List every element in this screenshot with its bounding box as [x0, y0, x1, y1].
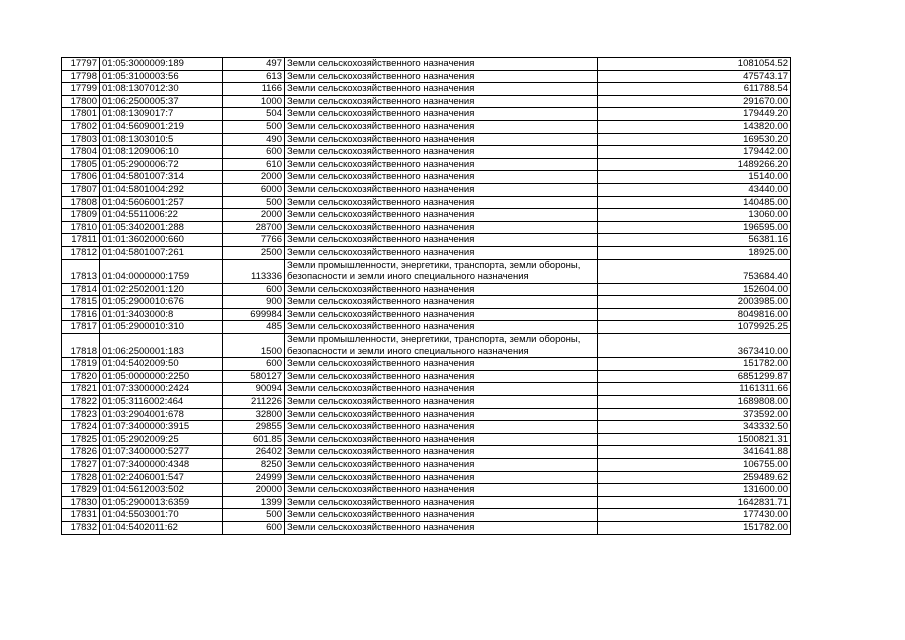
land-category-cell: Земли сельскохозяйственного назначения	[285, 370, 598, 383]
cadastral-number-cell: 01:04:5402009:50	[100, 358, 223, 371]
row-number-cell: 17820	[62, 370, 100, 383]
cadastral-number-cell: 01:05:2900010:310	[100, 321, 223, 334]
area-cell: 485	[223, 321, 285, 334]
cadastral-value-cell: 179442.00	[598, 146, 791, 159]
table-row	[62, 321, 791, 334]
cadastral-number-cell: 01:04:5609001:219	[100, 120, 223, 133]
land-category-cell: Земли сельскохозяйственного назначения	[285, 296, 598, 309]
cadastral-value-cell: 140485.00	[598, 196, 791, 209]
area-cell: 24999	[223, 471, 285, 484]
cadastral-number-cell: 01:07:3400000:4348	[100, 459, 223, 472]
table-row	[62, 433, 791, 446]
land-category-cell: Земли сельскохозяйственного назначения	[285, 484, 598, 497]
area-cell: 113336	[223, 259, 285, 283]
area-cell: 8250	[223, 459, 285, 472]
row-number-cell: 17806	[62, 171, 100, 184]
cadastral-number-cell: 01:07:3400000:3915	[100, 421, 223, 434]
table-row	[62, 120, 791, 133]
land-category-cell: Земли сельскохозяйственного назначения	[285, 146, 598, 159]
row-number-cell: 17810	[62, 221, 100, 234]
cadastral-value-cell: 1500821.31	[598, 433, 791, 446]
area-cell: 699984	[223, 308, 285, 321]
cadastral-number-cell: 01:05:3000009:189	[100, 58, 223, 71]
area-cell: 2000	[223, 209, 285, 222]
cadastral-number-cell: 01:05:3100003:56	[100, 70, 223, 83]
cadastral-number-cell: 01:04:5503001:70	[100, 509, 223, 522]
area-cell: 900	[223, 296, 285, 309]
cadastral-number-cell: 01:01:3403000:8	[100, 308, 223, 321]
land-category-cell: Земли сельскохозяйственного назначения	[285, 133, 598, 146]
table-row	[62, 70, 791, 83]
cadastral-number-cell: 01:04:5801007:314	[100, 171, 223, 184]
land-category-cell: Земли сельскохозяйственного назначения	[285, 108, 598, 121]
cadastral-value-cell: 151782.00	[598, 521, 791, 534]
land-category-cell: Земли сельскохозяйственного назначения	[285, 509, 598, 522]
land-category-cell: Земли сельскохозяйственного назначения	[285, 283, 598, 296]
row-number-cell: 17829	[62, 484, 100, 497]
cadastral-number-cell: 01:04:5402011:62	[100, 521, 223, 534]
row-number-cell: 17799	[62, 83, 100, 96]
table-row	[62, 509, 791, 522]
cadastral-value-cell: 343332.50	[598, 421, 791, 434]
area-cell: 500	[223, 196, 285, 209]
area-cell: 28700	[223, 221, 285, 234]
cadastral-value-cell: 196595.00	[598, 221, 791, 234]
table-row	[62, 209, 791, 222]
row-number-cell: 17818	[62, 334, 100, 358]
cadastral-value-cell: 8049816.00	[598, 308, 791, 321]
land-category-cell: Земли сельскохозяйственного назначения	[285, 196, 598, 209]
area-cell: 211226	[223, 396, 285, 409]
cadastral-number-cell: 01:08:1209006:10	[100, 146, 223, 159]
cadastral-value-cell: 13060.00	[598, 209, 791, 222]
row-number-cell: 17824	[62, 421, 100, 434]
land-category-cell: Земли сельскохозяйственного назначения	[285, 446, 598, 459]
land-category-cell: Земли сельскохозяйственного назначения	[285, 234, 598, 247]
row-number-cell: 17825	[62, 433, 100, 446]
table-row	[62, 146, 791, 159]
cadastral-value-cell: 18925.00	[598, 246, 791, 259]
land-category-cell: Земли сельскохозяйственного назначения	[285, 95, 598, 108]
cadastral-number-cell: 01:08:1307012:30	[100, 83, 223, 96]
row-number-cell: 17822	[62, 396, 100, 409]
table-row	[62, 459, 791, 472]
table-row	[62, 95, 791, 108]
cadastral-number-cell: 01:05:0000000:2250	[100, 370, 223, 383]
table-row	[62, 421, 791, 434]
area-cell: 613	[223, 70, 285, 83]
area-cell: 580127	[223, 370, 285, 383]
row-number-cell: 17798	[62, 70, 100, 83]
land-category-cell: Земли сельскохозяйственного назначения	[285, 396, 598, 409]
land-category-cell: Земли сельскохозяйственного назначения	[285, 171, 598, 184]
table-row	[62, 259, 791, 283]
table-row	[62, 383, 791, 396]
row-number-cell: 17807	[62, 183, 100, 196]
land-plots-table	[61, 57, 791, 535]
area-cell: 2000	[223, 171, 285, 184]
table-row	[62, 283, 791, 296]
cadastral-value-cell: 373592.00	[598, 408, 791, 421]
cadastral-value-cell: 177430.00	[598, 509, 791, 522]
row-number-cell: 17830	[62, 496, 100, 509]
cadastral-number-cell: 01:08:1309017:7	[100, 108, 223, 121]
area-cell: 500	[223, 120, 285, 133]
table-row	[62, 221, 791, 234]
cadastral-number-cell: 01:06:2500001:183	[100, 334, 223, 358]
row-number-cell: 17802	[62, 120, 100, 133]
cadastral-number-cell: 01:04:5801004:292	[100, 183, 223, 196]
area-cell: 32800	[223, 408, 285, 421]
land-category-cell: Земли сельскохозяйственного назначения	[285, 120, 598, 133]
land-category-cell: Земли сельскохозяйственного назначения	[285, 308, 598, 321]
cadastral-value-cell: 179449.20	[598, 108, 791, 121]
cadastral-value-cell: 753684.40	[598, 259, 791, 283]
area-cell: 504	[223, 108, 285, 121]
row-number-cell: 17811	[62, 234, 100, 247]
row-number-cell: 17813	[62, 259, 100, 283]
row-number-cell: 17800	[62, 95, 100, 108]
row-number-cell: 17815	[62, 296, 100, 309]
row-number-cell: 17817	[62, 321, 100, 334]
area-cell: 90094	[223, 383, 285, 396]
cadastral-value-cell: 6851299.87	[598, 370, 791, 383]
cadastral-value-cell: 1081054.52	[598, 58, 791, 71]
area-cell: 600	[223, 358, 285, 371]
cadastral-number-cell: 01:02:2502001:120	[100, 283, 223, 296]
area-cell: 7766	[223, 234, 285, 247]
land-category-cell: Земли промышленности, энергетики, транспорта, земли обороны, безопасности и земли иного специального назначения	[285, 259, 598, 283]
row-number-cell: 17826	[62, 446, 100, 459]
table-row	[62, 334, 791, 358]
land-category-cell: Земли сельскохозяйственного назначения	[285, 383, 598, 396]
land-category-cell: Земли сельскохозяйственного назначения	[285, 358, 598, 371]
cadastral-value-cell: 2003985.00	[598, 296, 791, 309]
land-category-cell: Земли сельскохозяйственного назначения	[285, 471, 598, 484]
area-cell: 26402	[223, 446, 285, 459]
row-number-cell: 17812	[62, 246, 100, 259]
cadastral-value-cell: 56381.16	[598, 234, 791, 247]
cadastral-number-cell: 01:04:0000000:1759	[100, 259, 223, 283]
cadastral-number-cell: 01:07:3400000:5277	[100, 446, 223, 459]
cadastral-value-cell: 291670.00	[598, 95, 791, 108]
land-category-cell: Земли сельскохозяйственного назначения	[285, 221, 598, 234]
area-cell: 1500	[223, 334, 285, 358]
table-row	[62, 521, 791, 534]
cadastral-number-cell: 01:05:2902009:25	[100, 433, 223, 446]
table-row	[62, 58, 791, 71]
table-row	[62, 496, 791, 509]
cadastral-value-cell: 151782.00	[598, 358, 791, 371]
area-cell: 2500	[223, 246, 285, 259]
area-cell: 600	[223, 521, 285, 534]
cadastral-value-cell: 1161311.66	[598, 383, 791, 396]
row-number-cell: 17832	[62, 521, 100, 534]
area-cell: 1000	[223, 95, 285, 108]
cadastral-number-cell: 01:06:2500005:37	[100, 95, 223, 108]
table-row	[62, 408, 791, 421]
area-cell: 500	[223, 509, 285, 522]
cadastral-number-cell: 01:08:1303010:5	[100, 133, 223, 146]
cadastral-number-cell: 01:05:2900013:6359	[100, 496, 223, 509]
land-category-cell: Земли сельскохозяйственного назначения	[285, 209, 598, 222]
table-row	[62, 396, 791, 409]
land-category-cell: Земли сельскохозяйственного назначения	[285, 521, 598, 534]
table-row	[62, 234, 791, 247]
table-row	[62, 308, 791, 321]
cadastral-number-cell: 01:02:2406001:547	[100, 471, 223, 484]
cadastral-value-cell: 341641.88	[598, 446, 791, 459]
cadastral-value-cell: 43440.00	[598, 183, 791, 196]
table-row	[62, 484, 791, 497]
area-cell: 601.85	[223, 433, 285, 446]
row-number-cell: 17816	[62, 308, 100, 321]
row-number-cell: 17801	[62, 108, 100, 121]
area-cell: 600	[223, 283, 285, 296]
cadastral-number-cell: 01:05:3116002:464	[100, 396, 223, 409]
cadastral-value-cell: 1489266.20	[598, 158, 791, 171]
land-category-cell: Земли сельскохозяйственного назначения	[285, 459, 598, 472]
row-number-cell: 17828	[62, 471, 100, 484]
row-number-cell: 17809	[62, 209, 100, 222]
cadastral-value-cell: 475743.17	[598, 70, 791, 83]
table-row	[62, 108, 791, 121]
table-row	[62, 296, 791, 309]
area-cell: 1166	[223, 83, 285, 96]
land-category-cell: Земли сельскохозяйственного назначения	[285, 158, 598, 171]
table-row	[62, 471, 791, 484]
cadastral-number-cell: 01:05:2900010:676	[100, 296, 223, 309]
table-row	[62, 158, 791, 171]
area-cell: 20000	[223, 484, 285, 497]
area-cell: 1399	[223, 496, 285, 509]
cadastral-value-cell: 1079925.25	[598, 321, 791, 334]
land-category-cell: Земли промышленности, энергетики, транспорта, земли обороны, безопасности и земли иного специального назначения	[285, 334, 598, 358]
cadastral-number-cell: 01:03:2904001:678	[100, 408, 223, 421]
table-row	[62, 196, 791, 209]
cadastral-value-cell: 3673410.00	[598, 334, 791, 358]
cadastral-value-cell: 15140.00	[598, 171, 791, 184]
cadastral-number-cell: 01:05:3402001:288	[100, 221, 223, 234]
row-number-cell: 17797	[62, 58, 100, 71]
cadastral-value-cell: 143820.00	[598, 120, 791, 133]
row-number-cell: 17823	[62, 408, 100, 421]
cadastral-number-cell: 01:04:5801007:261	[100, 246, 223, 259]
land-category-cell: Земли сельскохозяйственного назначения	[285, 246, 598, 259]
table-row	[62, 446, 791, 459]
land-category-cell: Земли сельскохозяйственного назначения	[285, 83, 598, 96]
row-number-cell: 17803	[62, 133, 100, 146]
row-number-cell: 17808	[62, 196, 100, 209]
cadastral-value-cell: 1689808.00	[598, 396, 791, 409]
land-category-cell: Земли сельскохозяйственного назначения	[285, 321, 598, 334]
table-row	[62, 133, 791, 146]
cadastral-value-cell: 106755.00	[598, 459, 791, 472]
area-cell: 610	[223, 158, 285, 171]
table-row	[62, 370, 791, 383]
cadastral-value-cell: 611788.54	[598, 83, 791, 96]
row-number-cell: 17819	[62, 358, 100, 371]
land-category-cell: Земли сельскохозяйственного назначения	[285, 183, 598, 196]
table-body	[62, 58, 791, 535]
table-row	[62, 83, 791, 96]
area-cell: 497	[223, 58, 285, 71]
cadastral-value-cell: 169530.20	[598, 133, 791, 146]
cadastral-value-cell: 259489.62	[598, 471, 791, 484]
row-number-cell: 17805	[62, 158, 100, 171]
land-category-cell: Земли сельскохозяйственного назначения	[285, 408, 598, 421]
area-cell: 6000	[223, 183, 285, 196]
table-row	[62, 246, 791, 259]
row-number-cell: 17814	[62, 283, 100, 296]
area-cell: 29855	[223, 421, 285, 434]
row-number-cell: 17821	[62, 383, 100, 396]
cadastral-value-cell: 1642831.71	[598, 496, 791, 509]
table-row	[62, 358, 791, 371]
cadastral-number-cell: 01:05:2900006:72	[100, 158, 223, 171]
land-category-cell: Земли сельскохозяйственного назначения	[285, 496, 598, 509]
cadastral-number-cell: 01:04:5606001:257	[100, 196, 223, 209]
cadastral-number-cell: 01:01:3602000:660	[100, 234, 223, 247]
cadastral-number-cell: 01:04:5511006:22	[100, 209, 223, 222]
table-row	[62, 183, 791, 196]
cadastral-value-cell: 131600.00	[598, 484, 791, 497]
land-category-cell: Земли сельскохозяйственного назначения	[285, 70, 598, 83]
cadastral-value-cell: 152604.00	[598, 283, 791, 296]
row-number-cell: 17804	[62, 146, 100, 159]
area-cell: 490	[223, 133, 285, 146]
area-cell: 600	[223, 146, 285, 159]
land-category-cell: Земли сельскохозяйственного назначения	[285, 433, 598, 446]
land-category-cell: Земли сельскохозяйственного назначения	[285, 421, 598, 434]
row-number-cell: 17827	[62, 459, 100, 472]
cadastral-number-cell: 01:07:3300000:2424	[100, 383, 223, 396]
table-row	[62, 171, 791, 184]
row-number-cell: 17831	[62, 509, 100, 522]
cadastral-number-cell: 01:04:5612003:502	[100, 484, 223, 497]
land-category-cell: Земли сельскохозяйственного назначения	[285, 58, 598, 71]
